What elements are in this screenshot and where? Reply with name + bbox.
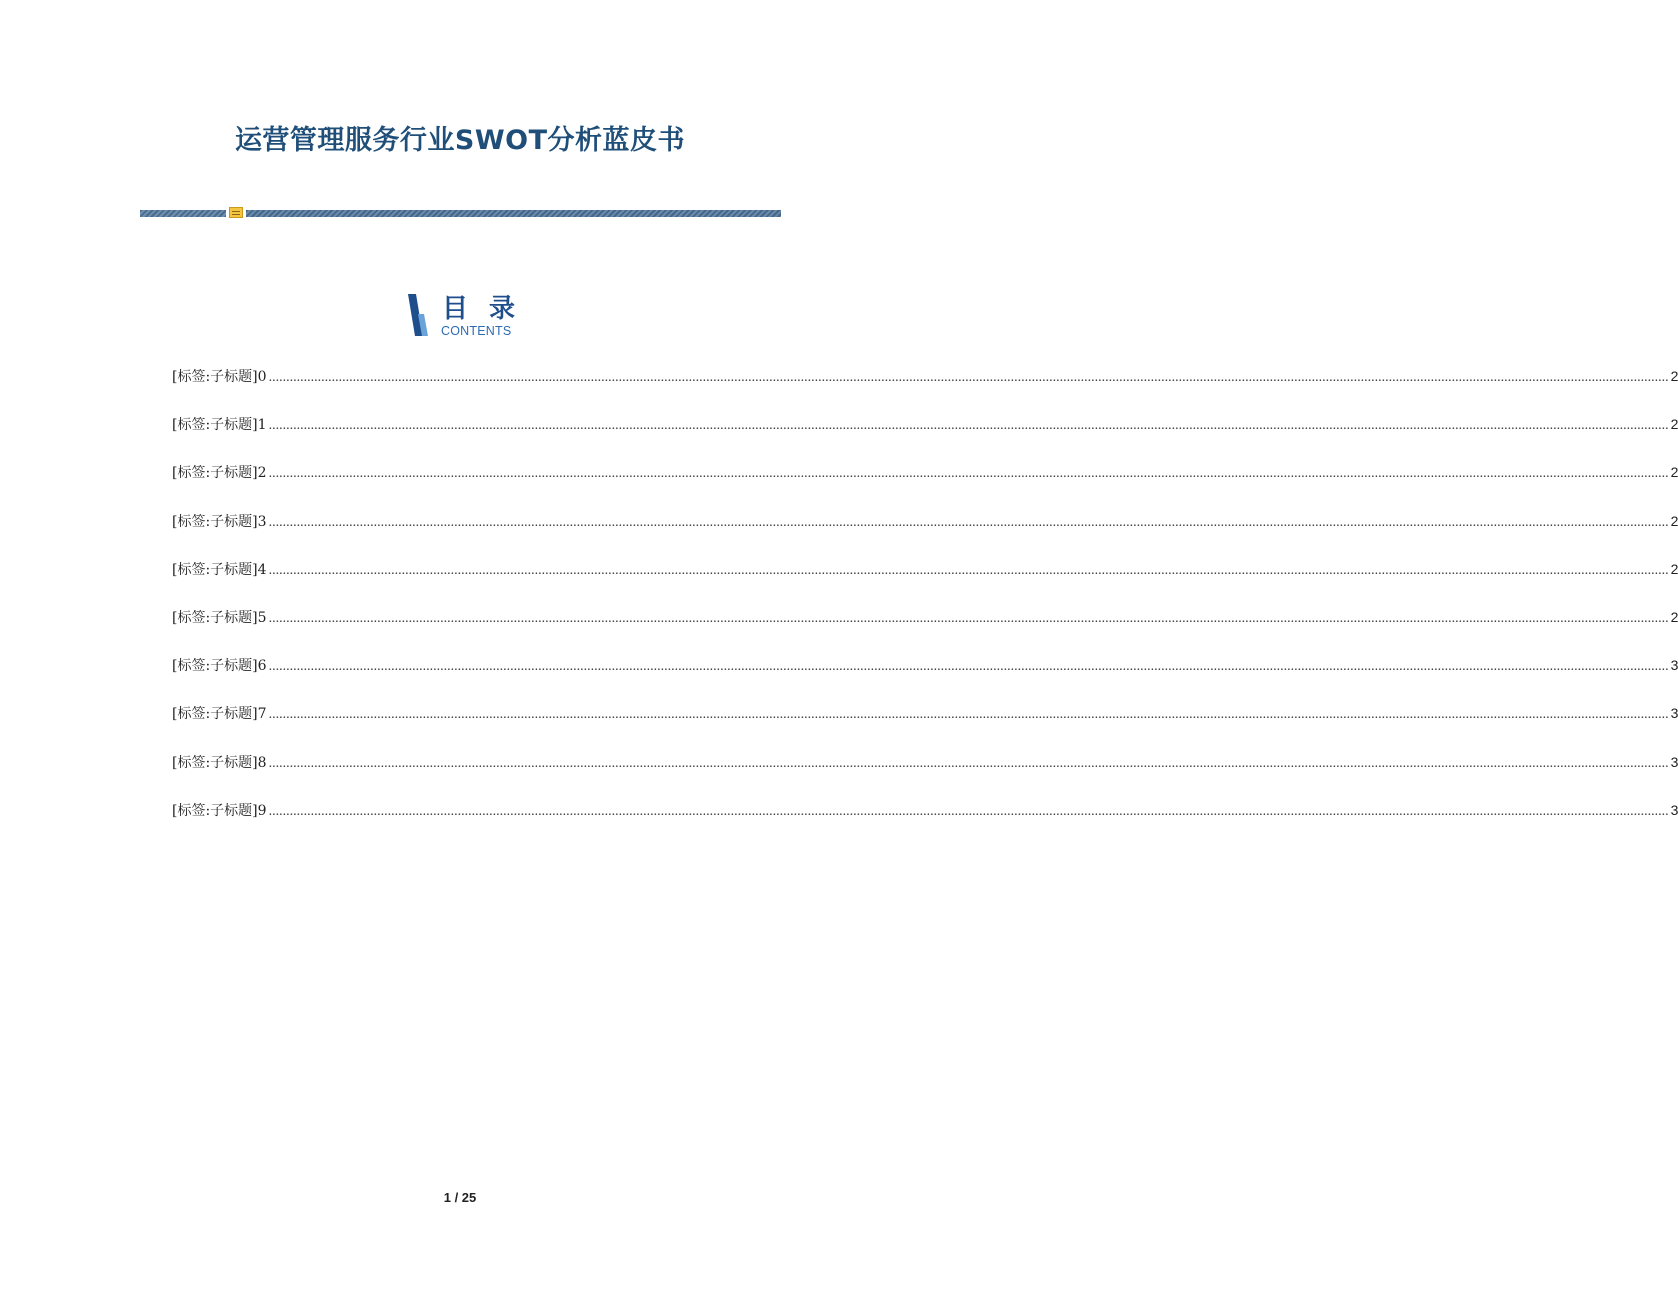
toc-entry-page: 3 bbox=[1670, 705, 1678, 722]
toc-heading-zh: 目 录 bbox=[442, 294, 522, 324]
toc-entry[interactable] bbox=[172, 414, 1678, 462]
table-of-contents bbox=[172, 366, 1678, 848]
toc-entry-page: 2 bbox=[1670, 368, 1678, 384]
toc-entry-label: [标签:子标题]8 bbox=[172, 754, 267, 771]
toc-entry-label: [标签:子标题]4 bbox=[172, 561, 267, 578]
toc-entry-page: 2 bbox=[1670, 512, 1678, 529]
toc-entry[interactable] bbox=[172, 366, 1678, 414]
toc-entry-label: [标签:子标题]7 bbox=[172, 706, 267, 723]
toc-entry-label: [标签:子标题]6 bbox=[172, 658, 267, 675]
toc-entry[interactable] bbox=[172, 511, 1678, 559]
divider-bar-left bbox=[140, 210, 226, 217]
toc-leader-dots: ................................................................................................................................................................................................................................................................................................................................................................................................................ bbox=[268, 659, 1669, 675]
title-divider bbox=[140, 207, 781, 219]
toc-entry[interactable] bbox=[172, 607, 1678, 655]
toc-leader-dots: ................................................................................................................................................................................................................................................................................................................................................................................................................ bbox=[268, 562, 1669, 578]
toc-leader-dots: ................................................................................................................................................................................................................................................................................................................................................................................................................ bbox=[268, 803, 1669, 819]
toc-entry[interactable] bbox=[172, 752, 1678, 800]
toc-leader-dots: ................................................................................................................................................................................................................................................................................................................................................................................................................ bbox=[268, 466, 1669, 482]
toc-entry-label: [标签:子标题]3 bbox=[172, 513, 267, 530]
toc-heading-en: CONTENTS bbox=[441, 324, 512, 338]
toc-leader-dots: ................................................................................................................................................................................................................................................................................................................................................................................................................ bbox=[268, 707, 1669, 723]
toc-entry-page: 2 bbox=[1670, 560, 1678, 577]
toc-entry-page: 2 bbox=[1670, 416, 1678, 433]
page-indicator: 1 / 25 bbox=[443, 1190, 477, 1205]
toc-entry-label: [标签:子标题]9 bbox=[172, 802, 267, 819]
toc-leader-dots: ................................................................................................................................................................................................................................................................................................................................................................................................................ bbox=[268, 418, 1669, 434]
toc-entry[interactable] bbox=[172, 462, 1678, 510]
toc-entry-label: [标签:子标题]0 bbox=[172, 369, 267, 385]
document-title: 运营管理服务行业SWOT分析蓝皮书 bbox=[234, 125, 686, 156]
divider-bar-right bbox=[246, 210, 781, 217]
book-emblem-icon bbox=[229, 207, 243, 218]
toc-leader-dots: ................................................................................................................................................................................................................................................................................................................................................................................................................ bbox=[268, 610, 1669, 626]
toc-leader-dots: ................................................................................................................................................................................................................................................................................................................................................................................................................ bbox=[268, 370, 1669, 385]
toc-entry[interactable] bbox=[172, 655, 1678, 703]
toc-entry-label: [标签:子标题]1 bbox=[172, 417, 267, 434]
toc-entry-label: [标签:子标题]5 bbox=[172, 609, 267, 626]
toc-entry-page: 3 bbox=[1670, 657, 1678, 674]
toc-leader-dots: ................................................................................................................................................................................................................................................................................................................................................................................................................ bbox=[268, 755, 1669, 771]
toc-leader-dots: ................................................................................................................................................................................................................................................................................................................................................................................................................ bbox=[268, 514, 1669, 530]
toc-entry-page: 2 bbox=[1670, 464, 1678, 481]
toc-entry[interactable] bbox=[172, 703, 1678, 751]
toc-entry-page: 3 bbox=[1670, 753, 1678, 770]
toc-heading bbox=[406, 294, 526, 340]
toc-entry-page: 2 bbox=[1670, 608, 1678, 625]
toc-entry-page: 3 bbox=[1670, 801, 1678, 818]
toc-entry[interactable] bbox=[172, 559, 1678, 607]
toc-mark-icon bbox=[406, 294, 430, 338]
toc-entry-label: [标签:子标题]2 bbox=[172, 465, 267, 482]
toc-entry[interactable] bbox=[172, 800, 1678, 848]
